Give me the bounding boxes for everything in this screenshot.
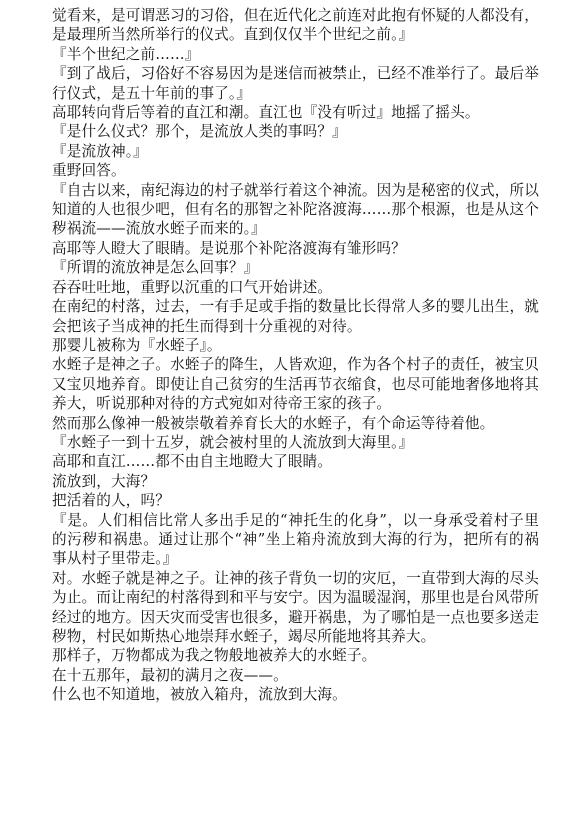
- paragraph: 什么也不知道地，被放入箱舟，流放到大海。: [52, 686, 347, 704]
- paragraph: 那样子，万物都成为我之物般地被养大的水蛭子。: [52, 647, 377, 665]
- paragraph: 『所谓的流放神是怎么回事？』: [52, 259, 259, 277]
- paragraph: 『水蛭子一到十五岁，就会被村里的人流放到大海里。』: [52, 433, 414, 451]
- paragraph: 那婴儿被称为『水蛭子』。: [52, 336, 222, 354]
- paragraph: 水蛭子是神之子。水蛭子的降生，人皆欢迎，作为各个村子的责任，被宝贝又宝贝地养育。即使让自己贫穷的生活再节衣缩食，也尽可能地奢侈地将其养大，听说那种对待的方式宛如对待帝王家的孩子。: [52, 356, 539, 413]
- paragraph: 『是流放神。』: [52, 142, 148, 160]
- paragraph: 在十五那年，最初的满月之夜——。: [52, 666, 288, 684]
- paragraph: 在南纪的村落，过去，一有手足或手指的数量比长得常人多的婴儿出生，就会把该子当成神的托生而得到十分重视的对待。: [52, 298, 539, 335]
- paragraph: 然而那么像神一般被崇敬着养育长大的水蛭子，有个命运等待着他。: [52, 414, 495, 432]
- paragraph: 对。水蛭子就是神之子。让神的孩子背负一切的灾厄，一直带到大海的尽头为止。而让南纪的村落得到和平与安宁。因为温暖湿润，那里也是台风带所经过的地方。因天灾而受害也很多，避开祸患，为了哪怕是一点也要多送走秽物，村民如斯热心地崇拜水蛭子，竭尽所能地将其养大。: [52, 569, 539, 645]
- paragraph: 重野回答。: [52, 162, 126, 180]
- paragraph: 觉看来，是可谓恶习的习俗，但在近代化之前连对此抱有怀疑的人都没有，是最理所当然所举行的仪式。直到仅仅半个世纪之前。』: [52, 7, 539, 44]
- paragraph: 吞吞吐吐地，重野以沉重的口气开始讲述。: [52, 278, 333, 296]
- paragraph: 高耶等人瞪大了眼睛。是说那个补陀洛渡海有雏形吗？: [52, 239, 406, 257]
- paragraph: 『到了战后，习俗好不容易因为是迷信而被禁止，已经不准举行了。最后举行仪式，是五十年前的事了。』: [52, 65, 539, 102]
- paragraph: 『半个世纪之前……』: [52, 45, 200, 63]
- paragraph: 『是。人们相信比常人多出手足的“神托生的化身”，以一身承受着村子里的污秽和祸患。通过让那个“神”坐上箱舟流放到大海的行为，把所有的祸事从村子里带走。』: [52, 511, 539, 568]
- paragraph: 流放到，大海？: [52, 472, 156, 490]
- paragraph: 『是什么仪式？那个，是流放人类的事吗？』: [52, 123, 347, 141]
- paragraph: 把活着的人，吗？: [52, 492, 170, 510]
- paragraph: 高耶转向背后等着的直江和潮。直江也『没有听过』地摇了摇头。: [52, 104, 480, 122]
- paragraph: 高耶和直江……都不由自主地瞪大了眼睛。: [52, 453, 333, 471]
- paragraph: 『自古以来，南纪海边的村子就举行着这个神流。因为是秘密的仪式，所以知道的人也很少吧，但有名的那智之补陀洛渡海……那个根源，也是从这个秽祸流——流放水蛭子而来的。』: [52, 181, 539, 238]
